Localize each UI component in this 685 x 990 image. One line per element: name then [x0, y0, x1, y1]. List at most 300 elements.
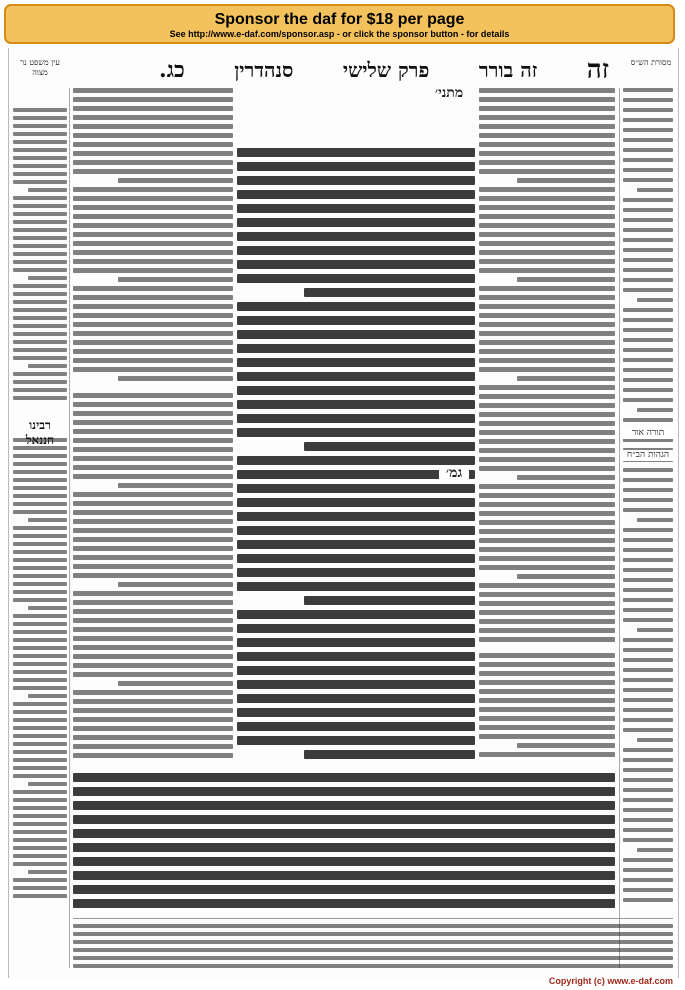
text-line: [623, 328, 673, 332]
text-line: [637, 848, 673, 852]
sponsor-banner[interactable]: [4, 4, 675, 44]
text-line: [13, 646, 67, 650]
text-line: [237, 652, 475, 661]
text-line: [623, 478, 673, 482]
text-line: [13, 332, 67, 336]
text-line: [237, 344, 475, 353]
text-line: [73, 885, 615, 894]
ein-mishpat-column: [13, 108, 67, 408]
text-line: [13, 550, 67, 554]
text-line: [479, 421, 615, 426]
text-line: [73, 636, 233, 641]
text-line: [237, 638, 475, 647]
text-line: [73, 151, 233, 156]
text-line: [13, 846, 67, 850]
text-line: [479, 430, 615, 435]
text-line: [13, 236, 67, 240]
text-line: [479, 520, 615, 525]
text-line: [479, 493, 615, 498]
text-line: [73, 600, 233, 605]
footnotes-block: [73, 924, 673, 972]
text-line: [237, 232, 475, 241]
text-line: [237, 190, 475, 199]
text-line: [13, 758, 67, 762]
rabbeinu-chananel-title: רבינו: [29, 418, 51, 432]
divider-right: [619, 88, 620, 968]
text-line: [13, 598, 67, 602]
text-line: [623, 268, 673, 272]
text-line: [479, 394, 615, 399]
text-line: [13, 654, 67, 658]
text-line: [237, 260, 475, 269]
text-line: [479, 169, 615, 174]
text-line: [623, 398, 673, 402]
text-line: [13, 526, 67, 530]
text-line: [479, 349, 615, 354]
text-line: [237, 694, 475, 703]
text-line: [13, 380, 67, 384]
text-line: [13, 220, 67, 224]
text-line: [13, 590, 67, 594]
text-line: [13, 662, 67, 666]
text-line: [13, 582, 67, 586]
text-line: [623, 488, 673, 492]
text-line: [237, 512, 475, 521]
text-line: [517, 376, 615, 381]
text-line: [73, 519, 233, 524]
text-line: [237, 386, 475, 395]
text-line: [623, 608, 673, 612]
text-line: [623, 218, 673, 222]
text-line: [623, 808, 673, 812]
text-line: [13, 726, 67, 730]
text-line: [623, 588, 673, 592]
text-line: [479, 295, 615, 300]
text-line: [479, 565, 615, 570]
text-line: [479, 322, 615, 327]
text-line: [479, 115, 615, 120]
text-line: [623, 388, 673, 392]
text-line: [73, 744, 233, 749]
text-line: [118, 178, 233, 183]
text-line: [479, 556, 615, 561]
text-line: [479, 412, 615, 417]
text-line: [73, 618, 233, 623]
text-line: [479, 367, 615, 372]
masoret-column: [623, 88, 673, 908]
text-line: [623, 638, 673, 642]
gemara-opening-word: גמ׳: [439, 468, 469, 479]
rashi-text-lines: [479, 88, 615, 642]
text-line: [479, 97, 615, 102]
text-line: [13, 766, 67, 770]
text-line: [13, 348, 67, 352]
text-line: [479, 502, 615, 507]
rabbeinu-chananel-lines: [13, 438, 67, 898]
text-line: [623, 238, 673, 242]
text-line: [304, 288, 475, 297]
text-line: [623, 248, 673, 252]
text-line: [623, 768, 673, 772]
text-line: [73, 241, 233, 246]
text-line: [13, 156, 67, 160]
text-line: [637, 188, 673, 192]
text-line: [73, 250, 233, 255]
text-line: [479, 610, 615, 615]
text-line: [479, 466, 615, 471]
text-line: [237, 456, 475, 465]
text-line: [73, 501, 233, 506]
text-line: [237, 736, 475, 745]
text-line: [73, 474, 233, 479]
text-line: [73, 295, 233, 300]
text-line: [479, 304, 615, 309]
banner-subtitle[interactable]: See http://www.e-daf.com/sponsor.asp - or click the sponsor button - for details: [169, 29, 510, 39]
text-line: [237, 540, 475, 549]
text-line: [479, 313, 615, 318]
text-line: [73, 465, 233, 470]
text-line: [237, 302, 475, 311]
text-line: [118, 277, 233, 282]
text-line: [73, 214, 233, 219]
hagahot-label: הגהות הב״ח: [623, 450, 673, 461]
text-line: [73, 169, 233, 174]
text-line: [623, 138, 673, 142]
text-line: [13, 830, 67, 834]
text-line: [623, 318, 673, 322]
text-line: [479, 259, 615, 264]
text-line: [479, 529, 615, 534]
text-line: [479, 106, 615, 111]
text-line: [73, 367, 233, 372]
text-line: [13, 710, 67, 714]
text-line: [623, 98, 673, 102]
text-line: [13, 372, 67, 376]
text-line: [479, 268, 615, 273]
text-line: [237, 330, 475, 339]
text-line: [623, 598, 673, 602]
text-line: [28, 870, 67, 874]
text-line: [73, 88, 233, 93]
text-line: [479, 662, 615, 667]
text-line: [479, 439, 615, 444]
text-line: [73, 956, 673, 960]
text-line: [13, 638, 67, 642]
text-line: [479, 151, 615, 156]
text-line: [13, 292, 67, 296]
text-line: [623, 568, 673, 572]
text-line: [623, 88, 673, 92]
text-line: [73, 510, 233, 515]
text-line: [479, 250, 615, 255]
text-line: [479, 752, 615, 757]
torah-or-label: תורה אור: [623, 428, 673, 439]
text-line: [623, 108, 673, 112]
text-line: [479, 331, 615, 336]
text-line: [479, 734, 615, 739]
text-line: [13, 108, 67, 112]
text-line: [118, 681, 233, 686]
text-line: [13, 862, 67, 866]
text-line: [623, 358, 673, 362]
text-line: [479, 671, 615, 676]
divider-left: [69, 88, 70, 968]
text-line: [73, 259, 233, 264]
text-line: [73, 787, 615, 796]
text-line: [237, 372, 475, 381]
text-line: [73, 223, 233, 228]
text-line: [73, 537, 233, 542]
text-line: [73, 609, 233, 614]
text-line: [13, 486, 67, 490]
text-line: [13, 438, 67, 442]
talmud-page: [8, 48, 679, 978]
text-line: [623, 878, 673, 882]
text-line: [237, 666, 475, 675]
text-line: [479, 385, 615, 390]
text-line: [13, 630, 67, 634]
chapter-number: פרק שלישי: [342, 57, 430, 82]
text-line: [237, 610, 475, 619]
text-line: [623, 228, 673, 232]
banner-title[interactable]: Sponsor the daf for $18 per page: [214, 11, 465, 28]
text-line: [73, 964, 673, 968]
text-line: [623, 748, 673, 752]
text-line: [623, 128, 673, 132]
text-line: [479, 214, 615, 219]
page-header: [159, 56, 609, 84]
text-line: [623, 888, 673, 892]
text-line: [479, 601, 615, 606]
text-line: [623, 868, 673, 872]
text-line: [28, 694, 67, 698]
text-line: [73, 564, 233, 569]
text-line: [479, 403, 615, 408]
text-line: [479, 698, 615, 703]
text-line: [73, 456, 233, 461]
text-line: [13, 462, 67, 466]
text-line: [13, 124, 67, 128]
text-line: [13, 470, 67, 474]
copyright-link[interactable]: Copyright (c) www.e-daf.com: [548, 976, 673, 986]
text-line: [623, 658, 673, 662]
text-line: [13, 228, 67, 232]
text-line: [13, 196, 67, 200]
text-line: [517, 743, 615, 748]
rashi-lower-column: [479, 653, 615, 768]
text-line: [623, 308, 673, 312]
masoret-lines: [623, 88, 673, 902]
text-line: [517, 574, 615, 579]
text-line: [479, 232, 615, 237]
text-line: [304, 750, 475, 759]
text-line: [237, 498, 475, 507]
text-line: [73, 304, 233, 309]
text-line: [73, 106, 233, 111]
text-line: [13, 446, 67, 450]
text-line: [637, 738, 673, 742]
text-line: [479, 583, 615, 588]
text-line: [13, 116, 67, 120]
text-line: [73, 699, 233, 704]
text-line: [237, 162, 475, 171]
gemara-bottom-block: [73, 773, 615, 913]
text-line: [13, 164, 67, 168]
text-line: [623, 528, 673, 532]
text-line: [13, 558, 67, 562]
text-line: [73, 672, 233, 677]
text-line: [73, 654, 233, 659]
text-line: [28, 364, 67, 368]
text-line: [623, 118, 673, 122]
text-line: [73, 546, 233, 551]
text-line: [13, 542, 67, 546]
text-line: [517, 475, 615, 480]
text-line: [623, 508, 673, 512]
text-line: [13, 396, 67, 400]
text-line: [623, 208, 673, 212]
text-line: [479, 637, 615, 642]
text-line: [13, 324, 67, 328]
text-line: [73, 322, 233, 327]
text-line: [13, 502, 67, 506]
text-line: [237, 218, 475, 227]
text-line: [479, 187, 615, 192]
text-line: [623, 418, 673, 422]
text-line: [73, 843, 615, 852]
text-line: [118, 582, 233, 587]
text-line: [73, 268, 233, 273]
text-line: [13, 454, 67, 458]
chapter-name: זה בורר: [478, 57, 538, 82]
text-line: [73, 753, 233, 758]
text-line: [623, 558, 673, 562]
text-line: [479, 511, 615, 516]
text-line: [73, 924, 673, 928]
text-line: [623, 538, 673, 542]
text-line: [237, 624, 475, 633]
text-line: [73, 555, 233, 560]
text-line: [237, 708, 475, 717]
text-line: [623, 288, 673, 292]
tosafot-lower-column: [73, 393, 233, 768]
text-line: [479, 628, 615, 633]
text-line: [13, 204, 67, 208]
text-line: [73, 829, 615, 838]
text-line: [479, 196, 615, 201]
text-line: [73, 358, 233, 363]
text-line: [637, 518, 673, 522]
text-line: [13, 718, 67, 722]
header-vav: זה: [586, 55, 609, 85]
tosafot-text-lines: [73, 88, 233, 381]
text-line: [237, 568, 475, 577]
text-line: [73, 708, 233, 713]
text-line: [237, 204, 475, 213]
text-line: [479, 142, 615, 147]
text-line: [479, 160, 615, 165]
text-line: [623, 158, 673, 162]
text-line: [13, 300, 67, 304]
text-line: [13, 260, 67, 264]
text-line: [304, 442, 475, 451]
text-line: [73, 187, 233, 192]
text-line: [623, 818, 673, 822]
text-line: [13, 678, 67, 682]
text-line: [623, 578, 673, 582]
text-line: [637, 628, 673, 632]
text-line: [13, 734, 67, 738]
text-line: [13, 814, 67, 818]
text-line: [517, 178, 615, 183]
text-line: [13, 574, 67, 578]
text-line: [73, 393, 233, 398]
text-line: [73, 899, 615, 908]
text-line: [73, 411, 233, 416]
text-line: [13, 790, 67, 794]
text-line: [73, 420, 233, 425]
text-line: [237, 400, 475, 409]
text-line: [13, 702, 67, 706]
text-line: [13, 614, 67, 618]
text-line: [237, 148, 475, 157]
text-line: [73, 438, 233, 443]
text-line: [479, 448, 615, 453]
text-line: [479, 457, 615, 462]
text-line: [28, 188, 67, 192]
text-line: [479, 358, 615, 363]
text-line: [13, 340, 67, 344]
text-line: [237, 274, 475, 283]
text-line: [28, 782, 67, 786]
text-line: [479, 484, 615, 489]
text-line: [479, 707, 615, 712]
text-line: [13, 534, 67, 538]
tosafot-lower-lines: [73, 393, 233, 758]
text-line: [479, 538, 615, 543]
text-line: [73, 528, 233, 533]
text-line: [237, 176, 475, 185]
text-line: [13, 388, 67, 392]
text-line: [73, 196, 233, 201]
rashi-column: [479, 88, 615, 648]
text-line: [13, 886, 67, 890]
text-line: [73, 690, 233, 695]
text-line: [73, 142, 233, 147]
text-line: [623, 778, 673, 782]
text-line: [623, 698, 673, 702]
text-line: [623, 648, 673, 652]
text-line: [73, 735, 233, 740]
text-line: [13, 798, 67, 802]
text-line: [623, 498, 673, 502]
text-line: [13, 284, 67, 288]
text-line: [479, 725, 615, 730]
text-line: [623, 168, 673, 172]
text-line: [73, 492, 233, 497]
text-line: [623, 668, 673, 672]
text-line: [118, 483, 233, 488]
text-line: [237, 722, 475, 731]
text-line: [13, 316, 67, 320]
text-line: [13, 140, 67, 144]
footnote-divider: [73, 918, 673, 919]
text-line: [73, 402, 233, 407]
text-line: [73, 932, 673, 936]
text-line: [237, 414, 475, 423]
text-line: [623, 728, 673, 732]
text-line: [73, 815, 615, 824]
